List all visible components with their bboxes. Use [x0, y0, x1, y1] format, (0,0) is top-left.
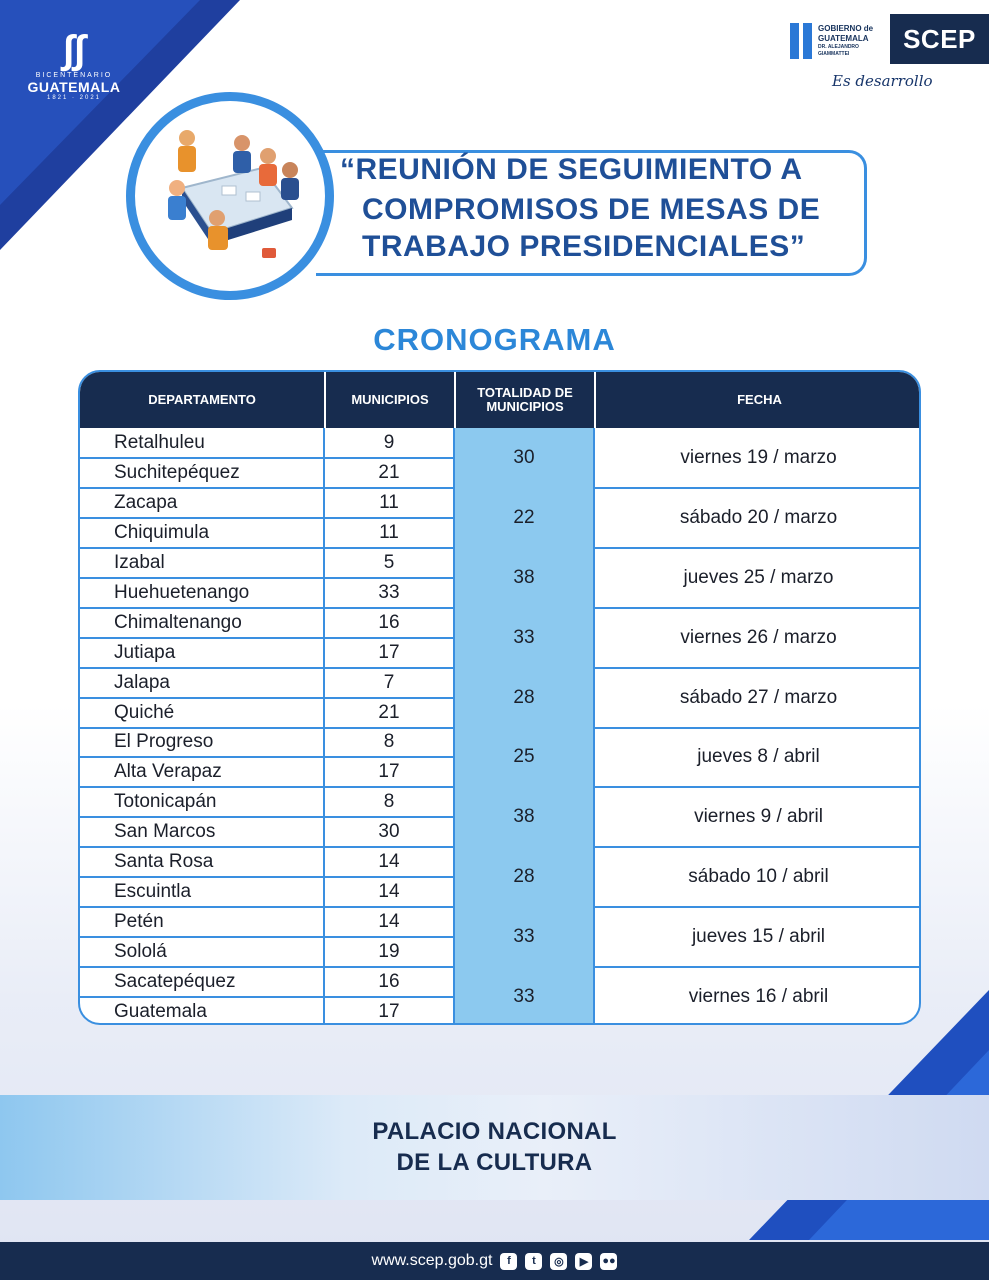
cell-fecha: sábado 20 / marzo — [679, 506, 838, 528]
schedule-table — [78, 370, 921, 1025]
title-line-3: TRABAJO PRESIDENCIALES” — [362, 230, 806, 263]
cell-departamento: Santa Rosa — [114, 851, 214, 873]
footer-bar — [0, 1242, 989, 1280]
cell-municipios: 17 — [378, 641, 400, 663]
cell-municipios: 14 — [378, 881, 400, 903]
cell-departamento: Jutiapa — [114, 641, 176, 663]
header-totalidad — [454, 372, 594, 428]
cell-totalidad: 38 — [513, 806, 535, 828]
cell-fecha: jueves 8 / abril — [697, 746, 820, 768]
scep-logo: SCEP — [890, 14, 989, 64]
cell-totalidad: 33 — [513, 986, 535, 1008]
cell-totalidad: 33 — [513, 626, 535, 648]
quetzal-icon: ∫∫ — [63, 28, 85, 72]
website-link[interactable]: www.scep.gob.gt — [371, 1252, 493, 1269]
cell-municipios: 8 — [383, 791, 395, 813]
facebook-icon[interactable]: f — [500, 1253, 517, 1270]
header-municipios: MUNICIPIOS — [324, 372, 454, 428]
cell-departamento: Retalhuleu — [114, 431, 205, 453]
venue-line-1: PALACIO NACIONAL — [372, 1118, 617, 1145]
cell-departamento: Alta Verapaz — [114, 761, 222, 783]
cell-totalidad: 33 — [513, 926, 535, 948]
cell-municipios: 11 — [379, 491, 399, 513]
cell-departamento: Guatemala — [114, 1001, 207, 1023]
gov-line2: GUATEMALA — [818, 34, 869, 43]
cell-totalidad: 22 — [513, 506, 535, 528]
cell-departamento: Escuintla — [114, 881, 192, 903]
bicentenario-logo — [18, 28, 130, 101]
footer-band — [0, 1095, 989, 1200]
cell-municipios: 11 — [379, 521, 399, 543]
cell-municipios: 21 — [378, 461, 400, 483]
cell-departamento: El Progreso — [114, 731, 214, 753]
flickr-icon[interactable]: ●● — [600, 1253, 617, 1270]
header-departamento: DEPARTAMENTO — [148, 392, 256, 407]
cell-totalidad: 28 — [513, 866, 535, 888]
cell-fecha: jueves 25 / marzo — [683, 566, 834, 588]
twitter-icon[interactable]: t — [525, 1253, 542, 1270]
cell-municipios: 14 — [378, 851, 400, 873]
cell-municipios: 21 — [378, 701, 400, 723]
section-title: CRONOGRAMA — [373, 322, 616, 357]
cell-municipios: 5 — [383, 551, 395, 573]
cell-departamento: Sacatepéquez — [114, 971, 236, 993]
title-line-1: “REUNIÓN DE SEGUIMIENTO A — [340, 153, 803, 186]
cell-municipios: 14 — [378, 911, 400, 933]
cell-fecha: viernes 26 / marzo — [680, 626, 837, 648]
table-header — [80, 372, 919, 428]
cell-fecha: viernes 16 / abril — [688, 986, 829, 1008]
cell-municipios: 33 — [378, 581, 400, 603]
venue-line-2: DE LA CULTURA — [396, 1149, 593, 1176]
slogan: Es desarrollo — [832, 72, 933, 90]
cell-totalidad: 30 — [513, 446, 535, 468]
cell-departamento: Chimaltenango — [114, 611, 242, 633]
cell-departamento: Totonicapán — [114, 791, 217, 813]
cell-municipios: 16 — [378, 971, 400, 993]
cell-fecha: sábado 10 / abril — [688, 866, 829, 888]
title-line-2: COMPROMISOS DE MESAS DE — [362, 193, 821, 226]
cell-municipios: 8 — [383, 731, 395, 753]
cell-departamento: Quiché — [114, 701, 175, 723]
bicentenario-name: GUATEMALA — [27, 79, 121, 95]
cell-departamento: Izabal — [114, 551, 165, 573]
header-totalidad-line1: TOTALIDAD DE — [477, 385, 573, 400]
youtube-icon[interactable]: ▶ — [575, 1253, 592, 1270]
cell-departamento: Suchitepéquez — [114, 461, 240, 483]
cell-municipios: 17 — [378, 761, 400, 783]
cell-fecha: viernes 9 / abril — [694, 806, 823, 828]
gobierno-logo — [790, 16, 888, 66]
gov-line3: DR. ALEJANDRO GIAMMATTEI — [818, 44, 859, 57]
cell-totalidad: 38 — [513, 566, 535, 588]
cell-departamento: Huehuetenango — [114, 581, 250, 603]
meeting-illustration — [142, 108, 316, 282]
bicentenario-sub: BICENTENARIO — [35, 72, 113, 79]
cell-fecha: viernes 19 / marzo — [680, 446, 837, 468]
cell-fecha: sábado 27 / marzo — [679, 686, 838, 708]
instagram-icon[interactable]: ◎ — [550, 1253, 567, 1270]
cell-municipios: 30 — [378, 821, 400, 843]
meeting-table-icon — [142, 108, 316, 282]
cell-municipios: 19 — [378, 941, 400, 963]
cell-municipios: 16 — [378, 611, 400, 633]
header-fecha: FECHA — [594, 372, 921, 428]
cell-departamento: Zacapa — [114, 491, 178, 513]
bicentenario-years: 1821 · 2021 — [46, 95, 102, 101]
flag-icon — [790, 23, 812, 59]
cell-departamento: Sololá — [114, 941, 167, 963]
cell-departamento: Petén — [114, 911, 164, 933]
gov-line1: GOBIERNO de — [818, 24, 874, 33]
cell-departamento: San Marcos — [114, 821, 216, 843]
cell-departamento: Jalapa — [114, 671, 170, 693]
cell-departamento: Chiquimula — [114, 521, 210, 543]
cell-municipios: 17 — [378, 1001, 400, 1023]
cell-municipios: 9 — [383, 431, 395, 453]
cell-fecha: jueves 15 / abril — [691, 926, 826, 948]
cell-municipios: 7 — [383, 671, 395, 693]
cell-totalidad: 28 — [513, 686, 535, 708]
header-totalidad-line2: MUNICIPIOS — [486, 399, 564, 414]
cell-totalidad: 25 — [513, 746, 535, 768]
